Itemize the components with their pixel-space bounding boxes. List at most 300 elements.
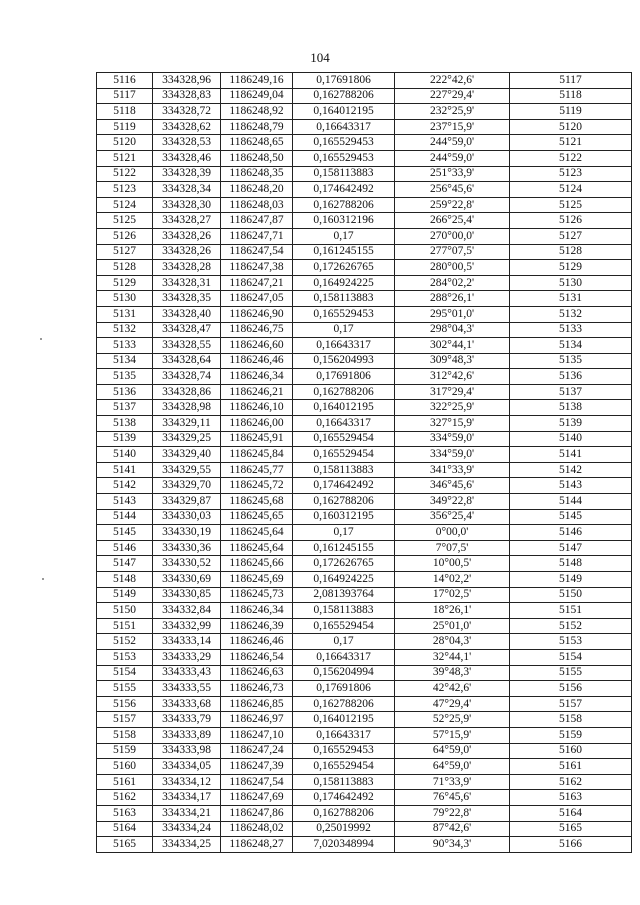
next-point-cell: 5152 [510, 618, 632, 634]
distance-cell: 0,174642492 [293, 478, 395, 494]
table-row [97, 525, 632, 541]
point-number-cell: 5163 [97, 805, 153, 821]
point-number-cell: 5136 [97, 384, 153, 400]
table-row [97, 603, 632, 619]
x-coordinate-cell: 334334,24 [153, 821, 221, 837]
distance-cell: 0,16643317 [293, 649, 395, 665]
y-coordinate-cell: 1186246,60 [221, 338, 293, 354]
bearing-cell: 57°15,9' [395, 727, 510, 743]
x-coordinate-cell: 334328,74 [153, 369, 221, 385]
point-number-cell: 5157 [97, 712, 153, 728]
next-point-cell: 5132 [510, 306, 632, 322]
point-number-cell: 5146 [97, 540, 153, 556]
x-coordinate-cell: 334328,62 [153, 119, 221, 135]
bearing-cell: 39°48,3' [395, 665, 510, 681]
bearing-cell: 42°42,6' [395, 681, 510, 697]
y-coordinate-cell: 1186245,91 [221, 431, 293, 447]
bearing-cell: 302°44,1' [395, 338, 510, 354]
next-point-cell: 5133 [510, 322, 632, 338]
table-row [97, 431, 632, 447]
next-point-cell: 5118 [510, 88, 632, 104]
bearing-cell: 10°00,5' [395, 556, 510, 572]
point-number-cell: 5147 [97, 556, 153, 572]
bearing-cell: 47°29,4' [395, 696, 510, 712]
distance-cell: 0,162788206 [293, 197, 395, 213]
bearing-cell: 64°59,0' [395, 759, 510, 775]
x-coordinate-cell: 334334,12 [153, 774, 221, 790]
bearing-cell: 71°33,9' [395, 774, 510, 790]
table-row [97, 821, 632, 837]
x-coordinate-cell: 334330,36 [153, 540, 221, 556]
bearing-cell: 266°25,4' [395, 213, 510, 229]
bearing-cell: 237°15,9' [395, 119, 510, 135]
distance-cell: 0,161245155 [293, 244, 395, 260]
y-coordinate-cell: 1186246,97 [221, 712, 293, 728]
x-coordinate-cell: 334328,55 [153, 338, 221, 354]
y-coordinate-cell: 1186246,10 [221, 400, 293, 416]
next-point-cell: 5148 [510, 556, 632, 572]
table-row [97, 338, 632, 354]
point-number-cell: 5130 [97, 291, 153, 307]
x-coordinate-cell: 334328,35 [153, 291, 221, 307]
x-coordinate-cell: 334328,26 [153, 244, 221, 260]
y-coordinate-cell: 1186247,54 [221, 774, 293, 790]
next-point-cell: 5130 [510, 275, 632, 291]
distance-cell: 0,16643317 [293, 338, 395, 354]
table-row [97, 197, 632, 213]
y-coordinate-cell: 1186246,00 [221, 416, 293, 432]
distance-cell: 0,164012195 [293, 104, 395, 120]
y-coordinate-cell: 1186245,72 [221, 478, 293, 494]
distance-cell: 2,081393764 [293, 587, 395, 603]
table-row [97, 790, 632, 806]
next-point-cell: 5160 [510, 743, 632, 759]
bearing-cell: 334°59,0' [395, 431, 510, 447]
table-row [97, 478, 632, 494]
point-number-cell: 5131 [97, 306, 153, 322]
table-row [97, 166, 632, 182]
point-number-cell: 5134 [97, 353, 153, 369]
distance-cell: 0,17691806 [293, 369, 395, 385]
next-point-cell: 5159 [510, 727, 632, 743]
next-point-cell: 5157 [510, 696, 632, 712]
point-number-cell: 5144 [97, 509, 153, 525]
y-coordinate-cell: 1186248,02 [221, 821, 293, 837]
y-coordinate-cell: 1186248,03 [221, 197, 293, 213]
x-coordinate-cell: 334328,53 [153, 135, 221, 151]
distance-cell: 0,162788206 [293, 88, 395, 104]
point-number-cell: 5129 [97, 275, 153, 291]
y-coordinate-cell: 1186247,69 [221, 790, 293, 806]
table-row [97, 260, 632, 276]
point-number-cell: 5165 [97, 837, 153, 853]
margin-mark [40, 338, 42, 340]
x-coordinate-cell: 334328,27 [153, 213, 221, 229]
next-point-cell: 5166 [510, 837, 632, 853]
distance-cell: 0,158113883 [293, 462, 395, 478]
bearing-cell: 295°01,0' [395, 306, 510, 322]
table-row [97, 837, 632, 853]
bearing-cell: 349°22,8' [395, 494, 510, 510]
distance-cell: 0,165529454 [293, 618, 395, 634]
x-coordinate-cell: 334333,14 [153, 634, 221, 650]
point-number-cell: 5140 [97, 447, 153, 463]
table-row [97, 353, 632, 369]
point-number-cell: 5124 [97, 197, 153, 213]
next-point-cell: 5119 [510, 104, 632, 120]
point-number-cell: 5143 [97, 494, 153, 510]
next-point-cell: 5134 [510, 338, 632, 354]
table-row [97, 462, 632, 478]
next-point-cell: 5117 [510, 73, 632, 89]
bearing-cell: 79°22,8' [395, 805, 510, 821]
point-number-cell: 5137 [97, 400, 153, 416]
next-point-cell: 5140 [510, 431, 632, 447]
bearing-cell: 64°59,0' [395, 743, 510, 759]
bearing-cell: 341°33,9' [395, 462, 510, 478]
table-row [97, 743, 632, 759]
bearing-cell: 17°02,5' [395, 587, 510, 603]
table-row [97, 509, 632, 525]
table-row [97, 275, 632, 291]
next-point-cell: 5135 [510, 353, 632, 369]
y-coordinate-cell: 1186247,71 [221, 228, 293, 244]
table-row [97, 712, 632, 728]
distance-cell: 0,165529454 [293, 447, 395, 463]
point-number-cell: 5141 [97, 462, 153, 478]
x-coordinate-cell: 334329,55 [153, 462, 221, 478]
next-point-cell: 5142 [510, 462, 632, 478]
point-number-cell: 5156 [97, 696, 153, 712]
distance-cell: 0,160312196 [293, 213, 395, 229]
y-coordinate-cell: 1186245,73 [221, 587, 293, 603]
x-coordinate-cell: 334328,34 [153, 182, 221, 198]
page-number: 104 [310, 50, 330, 65]
bearing-cell: 288°26,1' [395, 291, 510, 307]
y-coordinate-cell: 1186245,77 [221, 462, 293, 478]
point-number-cell: 5154 [97, 665, 153, 681]
point-number-cell: 5119 [97, 119, 153, 135]
next-point-cell: 5149 [510, 572, 632, 588]
x-coordinate-cell: 334330,19 [153, 525, 221, 541]
y-coordinate-cell: 1186247,21 [221, 275, 293, 291]
table-row [97, 727, 632, 743]
distance-cell: 0,158113883 [293, 774, 395, 790]
distance-cell: 0,165529453 [293, 306, 395, 322]
point-number-cell: 5138 [97, 416, 153, 432]
distance-cell: 0,158113883 [293, 166, 395, 182]
distance-cell: 0,165529454 [293, 759, 395, 775]
x-coordinate-cell: 334333,89 [153, 727, 221, 743]
next-point-cell: 5144 [510, 494, 632, 510]
x-coordinate-cell: 334329,40 [153, 447, 221, 463]
point-number-cell: 5126 [97, 228, 153, 244]
next-point-cell: 5145 [510, 509, 632, 525]
bearing-cell: 28°04,3' [395, 634, 510, 650]
bearing-cell: 18°26,1' [395, 603, 510, 619]
bearing-cell: 52°25,9' [395, 712, 510, 728]
bearing-cell: 346°45,6' [395, 478, 510, 494]
x-coordinate-cell: 334328,31 [153, 275, 221, 291]
next-point-cell: 5129 [510, 260, 632, 276]
point-number-cell: 5133 [97, 338, 153, 354]
bearing-cell: 244°59,0' [395, 150, 510, 166]
point-number-cell: 5153 [97, 649, 153, 665]
distance-cell: 0,164924225 [293, 275, 395, 291]
x-coordinate-cell: 334333,55 [153, 681, 221, 697]
point-number-cell: 5145 [97, 525, 153, 541]
next-point-cell: 5121 [510, 135, 632, 151]
y-coordinate-cell: 1186248,92 [221, 104, 293, 120]
point-number-cell: 5159 [97, 743, 153, 759]
point-number-cell: 5151 [97, 618, 153, 634]
table-row [97, 681, 632, 697]
bearing-cell: 0°00,0' [395, 525, 510, 541]
y-coordinate-cell: 1186245,69 [221, 572, 293, 588]
x-coordinate-cell: 334333,98 [153, 743, 221, 759]
table-row [97, 649, 632, 665]
distance-cell: 0,165529454 [293, 431, 395, 447]
next-point-cell: 5139 [510, 416, 632, 432]
distance-cell: 0,158113883 [293, 603, 395, 619]
distance-cell: 0,164924225 [293, 572, 395, 588]
bearing-cell: 322°25,9' [395, 400, 510, 416]
y-coordinate-cell: 1186246,46 [221, 353, 293, 369]
x-coordinate-cell: 334330,52 [153, 556, 221, 572]
point-number-cell: 5164 [97, 821, 153, 837]
table-row [97, 150, 632, 166]
distance-cell: 0,165529453 [293, 743, 395, 759]
y-coordinate-cell: 1186245,64 [221, 540, 293, 556]
x-coordinate-cell: 334328,40 [153, 306, 221, 322]
next-point-cell: 5161 [510, 759, 632, 775]
point-number-cell: 5122 [97, 166, 153, 182]
y-coordinate-cell: 1186246,75 [221, 322, 293, 338]
point-number-cell: 5125 [97, 213, 153, 229]
next-point-cell: 5126 [510, 213, 632, 229]
y-coordinate-cell: 1186247,39 [221, 759, 293, 775]
coordinates-table [96, 72, 632, 853]
point-number-cell: 5160 [97, 759, 153, 775]
bearing-cell: 284°02,2' [395, 275, 510, 291]
y-coordinate-cell: 1186245,68 [221, 494, 293, 510]
y-coordinate-cell: 1186246,46 [221, 634, 293, 650]
bearing-cell: 7°07,5' [395, 540, 510, 556]
next-point-cell: 5165 [510, 821, 632, 837]
y-coordinate-cell: 1186248,50 [221, 150, 293, 166]
next-point-cell: 5120 [510, 119, 632, 135]
next-point-cell: 5151 [510, 603, 632, 619]
distance-cell: 0,17691806 [293, 73, 395, 89]
bearing-cell: 256°45,6' [395, 182, 510, 198]
next-point-cell: 5141 [510, 447, 632, 463]
next-point-cell: 5153 [510, 634, 632, 650]
bearing-cell: 317°29,4' [395, 384, 510, 400]
y-coordinate-cell: 1186246,90 [221, 306, 293, 322]
x-coordinate-cell: 334329,25 [153, 431, 221, 447]
next-point-cell: 5155 [510, 665, 632, 681]
point-number-cell: 5161 [97, 774, 153, 790]
distance-cell: 0,164012195 [293, 712, 395, 728]
next-point-cell: 5136 [510, 369, 632, 385]
point-number-cell: 5118 [97, 104, 153, 120]
bearing-cell: 259°22,8' [395, 197, 510, 213]
bearing-cell: 232°25,9' [395, 104, 510, 120]
bearing-cell: 87°42,6' [395, 821, 510, 837]
next-point-cell: 5137 [510, 384, 632, 400]
table-row [97, 104, 632, 120]
x-coordinate-cell: 334330,69 [153, 572, 221, 588]
next-point-cell: 5128 [510, 244, 632, 260]
point-number-cell: 5123 [97, 182, 153, 198]
bearing-cell: 298°04,3' [395, 322, 510, 338]
table-row [97, 322, 632, 338]
x-coordinate-cell: 334328,46 [153, 150, 221, 166]
table-row [97, 291, 632, 307]
x-coordinate-cell: 334334,25 [153, 837, 221, 853]
table-row [97, 119, 632, 135]
distance-cell: 0,158113883 [293, 291, 395, 307]
table-row [97, 416, 632, 432]
table-row [97, 384, 632, 400]
y-coordinate-cell: 1186245,65 [221, 509, 293, 525]
y-coordinate-cell: 1186248,65 [221, 135, 293, 151]
next-point-cell: 5138 [510, 400, 632, 416]
x-coordinate-cell: 334328,28 [153, 260, 221, 276]
table-row [97, 213, 632, 229]
bearing-cell: 244°59,0' [395, 135, 510, 151]
next-point-cell: 5162 [510, 774, 632, 790]
y-coordinate-cell: 1186246,34 [221, 369, 293, 385]
point-number-cell: 5116 [97, 73, 153, 89]
bearing-cell: 309°48,3' [395, 353, 510, 369]
distance-cell: 0,161245155 [293, 540, 395, 556]
point-number-cell: 5139 [97, 431, 153, 447]
table-row [97, 774, 632, 790]
x-coordinate-cell: 334328,72 [153, 104, 221, 120]
bearing-cell: 312°42,6' [395, 369, 510, 385]
table-row [97, 369, 632, 385]
table-row [97, 540, 632, 556]
x-coordinate-cell: 334332,84 [153, 603, 221, 619]
table-row [97, 135, 632, 151]
distance-cell: 0,165529453 [293, 150, 395, 166]
bearing-cell: 76°45,6' [395, 790, 510, 806]
y-coordinate-cell: 1186247,10 [221, 727, 293, 743]
x-coordinate-cell: 334328,83 [153, 88, 221, 104]
bearing-cell: 32°44,1' [395, 649, 510, 665]
distance-cell: 7,020348994 [293, 837, 395, 853]
x-coordinate-cell: 334328,96 [153, 73, 221, 89]
bearing-cell: 251°33,9' [395, 166, 510, 182]
distance-cell: 0,172626765 [293, 556, 395, 572]
table-row [97, 88, 632, 104]
x-coordinate-cell: 334330,03 [153, 509, 221, 525]
point-number-cell: 5152 [97, 634, 153, 650]
distance-cell: 0,17691806 [293, 681, 395, 697]
table-row [97, 228, 632, 244]
bearing-cell: 356°25,4' [395, 509, 510, 525]
distance-cell: 0,16643317 [293, 416, 395, 432]
y-coordinate-cell: 1186246,34 [221, 603, 293, 619]
x-coordinate-cell: 334334,17 [153, 790, 221, 806]
y-coordinate-cell: 1186247,54 [221, 244, 293, 260]
distance-cell: 0,174642492 [293, 182, 395, 198]
point-number-cell: 5127 [97, 244, 153, 260]
point-number-cell: 5121 [97, 150, 153, 166]
table-row [97, 805, 632, 821]
point-number-cell: 5142 [97, 478, 153, 494]
distance-cell: 0,16643317 [293, 119, 395, 135]
point-number-cell: 5120 [97, 135, 153, 151]
point-number-cell: 5158 [97, 727, 153, 743]
bearing-cell: 327°15,9' [395, 416, 510, 432]
bearing-cell: 227°29,4' [395, 88, 510, 104]
table-row [97, 306, 632, 322]
next-point-cell: 5154 [510, 649, 632, 665]
table-row [97, 572, 632, 588]
table-row [97, 556, 632, 572]
y-coordinate-cell: 1186246,73 [221, 681, 293, 697]
bearing-cell: 277°07,5' [395, 244, 510, 260]
table-row [97, 244, 632, 260]
distance-cell: 0,162788206 [293, 384, 395, 400]
point-number-cell: 5117 [97, 88, 153, 104]
y-coordinate-cell: 1186245,84 [221, 447, 293, 463]
next-point-cell: 5147 [510, 540, 632, 556]
next-point-cell: 5127 [510, 228, 632, 244]
point-number-cell: 5132 [97, 322, 153, 338]
table-row [97, 73, 632, 89]
x-coordinate-cell: 334328,30 [153, 197, 221, 213]
y-coordinate-cell: 1186247,87 [221, 213, 293, 229]
distance-cell: 0,164012195 [293, 400, 395, 416]
point-number-cell: 5155 [97, 681, 153, 697]
x-coordinate-cell: 334333,68 [153, 696, 221, 712]
distance-cell: 0,17 [293, 322, 395, 338]
table-row [97, 182, 632, 198]
y-coordinate-cell: 1186249,04 [221, 88, 293, 104]
point-number-cell: 5150 [97, 603, 153, 619]
y-coordinate-cell: 1186245,64 [221, 525, 293, 541]
x-coordinate-cell: 334328,98 [153, 400, 221, 416]
bearing-cell: 25°01,0' [395, 618, 510, 634]
x-coordinate-cell: 334329,70 [153, 478, 221, 494]
table-row [97, 587, 632, 603]
distance-cell: 0,165529453 [293, 135, 395, 151]
distance-cell: 0,17 [293, 228, 395, 244]
x-coordinate-cell: 334334,21 [153, 805, 221, 821]
x-coordinate-cell: 334328,64 [153, 353, 221, 369]
y-coordinate-cell: 1186248,27 [221, 837, 293, 853]
distance-cell: 0,160312195 [293, 509, 395, 525]
point-number-cell: 5128 [97, 260, 153, 276]
y-coordinate-cell: 1186247,86 [221, 805, 293, 821]
next-point-cell: 5164 [510, 805, 632, 821]
y-coordinate-cell: 1186246,63 [221, 665, 293, 681]
x-coordinate-cell: 334329,87 [153, 494, 221, 510]
table-row [97, 618, 632, 634]
y-coordinate-cell: 1186246,21 [221, 384, 293, 400]
x-coordinate-cell: 334330,85 [153, 587, 221, 603]
next-point-cell: 5131 [510, 291, 632, 307]
bearing-cell: 222°42,6' [395, 73, 510, 89]
distance-cell: 0,17 [293, 525, 395, 541]
next-point-cell: 5163 [510, 790, 632, 806]
distance-cell: 0,16643317 [293, 727, 395, 743]
y-coordinate-cell: 1186246,54 [221, 649, 293, 665]
next-point-cell: 5122 [510, 150, 632, 166]
